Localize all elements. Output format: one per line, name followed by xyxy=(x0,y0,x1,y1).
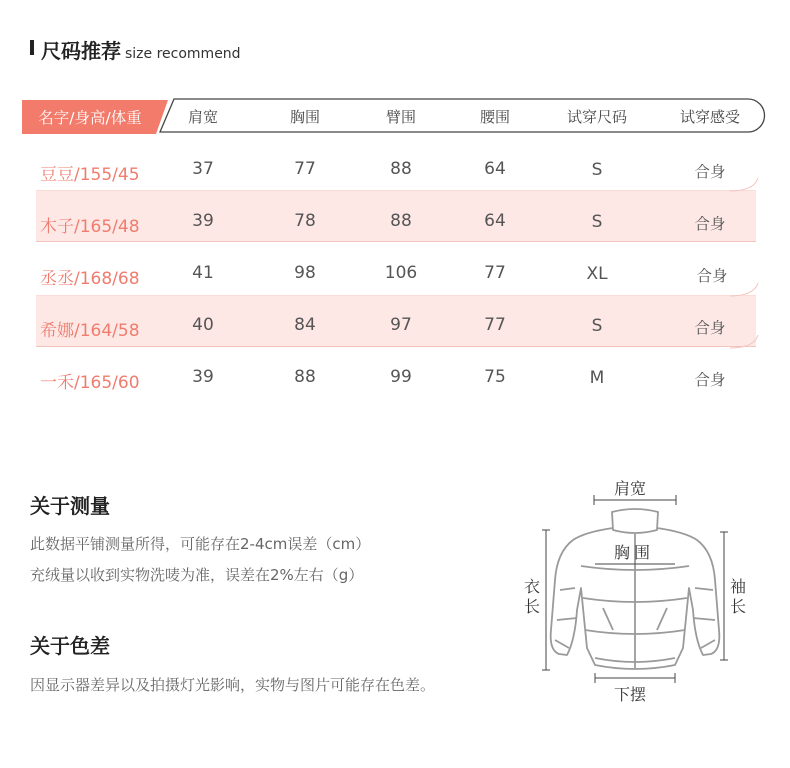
color-line-1: 因显示器差异以及拍摄灯光影响，实物与图片可能存在色差。 xyxy=(30,676,436,694)
row-name: 木子/165/48 xyxy=(40,217,140,237)
row-shoulder: 37 xyxy=(192,159,214,179)
row-arm: 99 xyxy=(390,367,412,387)
row-name: 希娜/164/58 xyxy=(40,321,140,341)
header-waist: 腰围 xyxy=(479,108,510,126)
header-size: 试穿尺码 xyxy=(566,108,627,126)
color-title: 关于色差 xyxy=(30,634,110,658)
row-waist: 64 xyxy=(484,159,506,179)
row-size: XL xyxy=(586,264,608,284)
measure-line-2: 充绒量以收到实物洗唛为准，误差在2%左右（g） xyxy=(30,566,364,584)
row-shoulder: 40 xyxy=(192,315,214,335)
sleeve-measure-line xyxy=(720,532,728,660)
row-chest: 78 xyxy=(294,211,316,231)
label-sleeve: 袖长 xyxy=(730,577,747,616)
row-waist: 77 xyxy=(484,315,506,335)
row-name: 豆豆/155/45 xyxy=(40,165,140,185)
title-en: size recommend xyxy=(125,46,241,62)
title-cn: 尺码推荐 xyxy=(41,39,121,63)
label-hem: 下摆 xyxy=(614,685,647,704)
page-title xyxy=(41,35,241,64)
header-arm: 臂围 xyxy=(385,108,416,126)
row-feel: 合身 xyxy=(696,267,728,285)
row-feel: 合身 xyxy=(694,215,726,233)
row-waist: 64 xyxy=(484,211,506,231)
header-feel: 试穿感受 xyxy=(679,108,740,126)
row-arm: 97 xyxy=(390,315,412,335)
measure-line-1: 此数据平铺测量所得，可能存在2-4cm误差（cm） xyxy=(30,535,371,553)
row-arm: 88 xyxy=(390,211,412,231)
row-feel: 合身 xyxy=(694,163,726,181)
label-shoulder: 肩宽 xyxy=(614,479,647,498)
row-feel: 合身 xyxy=(694,371,726,389)
row-size: S xyxy=(591,160,603,180)
row-waist: 75 xyxy=(484,367,506,387)
row-chest: 77 xyxy=(294,159,316,179)
jacket-outline-icon xyxy=(551,509,720,669)
row-size: M xyxy=(589,368,605,388)
row-shoulder: 41 xyxy=(192,263,214,283)
measure-title: 关于测量 xyxy=(30,494,110,518)
row-arm: 106 xyxy=(384,263,418,283)
length-measure-line xyxy=(542,530,550,670)
row-chest: 84 xyxy=(294,315,316,335)
label-chest: 胸围 xyxy=(614,543,655,562)
title-marker xyxy=(30,40,34,55)
row-waist: 77 xyxy=(484,263,506,283)
row-feel: 合身 xyxy=(694,319,726,337)
row-shoulder: 39 xyxy=(192,211,214,231)
row-size: S xyxy=(591,316,603,336)
row-size: S xyxy=(591,212,603,232)
header-name: 名字/身高/体重 xyxy=(38,109,142,127)
row-shoulder: 39 xyxy=(192,367,214,387)
row-name: 丞丞/168/68 xyxy=(40,269,140,289)
label-length: 衣长 xyxy=(524,577,541,616)
header-chest: 胸围 xyxy=(289,108,320,126)
row-chest: 88 xyxy=(294,367,316,387)
row-arm: 88 xyxy=(390,159,412,179)
header-shoulder: 肩宽 xyxy=(187,108,218,126)
row-name: 一禾/165/60 xyxy=(40,373,140,393)
row-chest: 98 xyxy=(294,263,316,283)
